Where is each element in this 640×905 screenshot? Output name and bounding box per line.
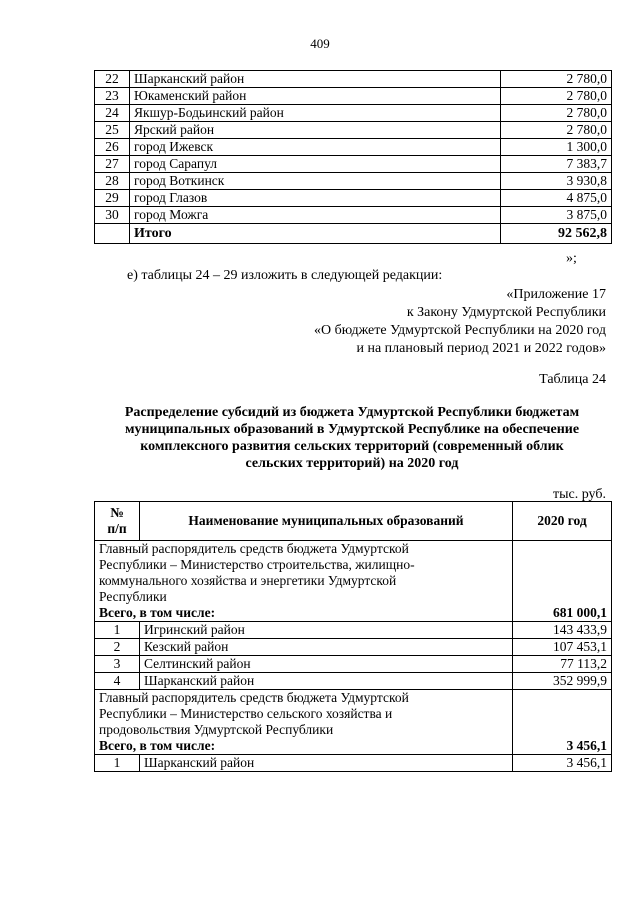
municipality-name: Шарканский район bbox=[140, 673, 513, 690]
col-header-year: 2020 год bbox=[513, 502, 612, 541]
subsidy-value: 77 113,2 bbox=[513, 656, 612, 673]
table-row bbox=[95, 755, 612, 772]
row-number: 26 bbox=[95, 139, 130, 156]
header-row bbox=[95, 502, 612, 541]
table-row bbox=[95, 71, 612, 88]
group-description: Главный распорядитель средств бюджета Удмуртской Республики – Министерство строительства, жилищно- коммунального хозяйства и энергетики Удмуртской Республики Всего, в том числе: bbox=[95, 541, 513, 622]
subsidy-value: 4 875,0 bbox=[501, 190, 612, 207]
group-total-label: Всего, в том числе: bbox=[99, 605, 216, 620]
municipality-name: город Глазов bbox=[130, 190, 501, 207]
table-label: Таблица 24 bbox=[539, 372, 606, 387]
row-number: 1 bbox=[95, 622, 140, 639]
group-total-value: 3 456,1 bbox=[513, 690, 612, 755]
municipality-name: Шарканский район bbox=[130, 71, 501, 88]
table-row bbox=[95, 156, 612, 173]
appendix-line: «О бюджете Удмуртской Республики на 2020 год bbox=[313, 323, 606, 338]
subsidy-table-continuation bbox=[94, 70, 612, 244]
row-number: 29 bbox=[95, 190, 130, 207]
subsidy-value: 3 875,0 bbox=[501, 207, 612, 224]
subsidy-value: 1 300,0 bbox=[501, 139, 612, 156]
subsidy-value: 2 780,0 bbox=[501, 71, 612, 88]
table-row bbox=[95, 139, 612, 156]
subsidy-value: 2 780,0 bbox=[501, 105, 612, 122]
table-row bbox=[95, 622, 612, 639]
group-header-row bbox=[95, 690, 612, 755]
municipality-name: Игринский район bbox=[140, 622, 513, 639]
heading-line: комплексного развития сельских территорий (современный облик bbox=[140, 439, 564, 454]
subsidy-value: 3 456,1 bbox=[513, 755, 612, 772]
appendix-line: «Приложение 17 bbox=[506, 287, 606, 302]
heading-line: муниципальных образований в Удмуртской Республике на обеспечение bbox=[124, 422, 580, 437]
table-heading bbox=[92, 404, 612, 472]
appendix-line: и на плановый период 2021 и 2022 годов» bbox=[356, 341, 606, 356]
total-label: Итого bbox=[130, 224, 501, 244]
municipality-name: город Воткинск bbox=[130, 173, 501, 190]
subsidy-value: 352 999,9 bbox=[513, 673, 612, 690]
row-number: 2 bbox=[95, 639, 140, 656]
municipality-name: Якшур-Бодьинский район bbox=[130, 105, 501, 122]
table-row bbox=[95, 207, 612, 224]
row-number: 4 bbox=[95, 673, 140, 690]
total-value: 92 562,8 bbox=[501, 224, 612, 244]
appendix-header bbox=[314, 286, 606, 358]
subsidy-value: 2 780,0 bbox=[501, 122, 612, 139]
row-number: 22 bbox=[95, 71, 130, 88]
group-header-row bbox=[95, 541, 612, 622]
municipality-name: Юкаменский район bbox=[130, 88, 501, 105]
col-header-name: Наименование муниципальных образований bbox=[140, 502, 513, 541]
col-header-number: № п/п bbox=[95, 502, 140, 541]
municipality-name: Шарканский район bbox=[140, 755, 513, 772]
amendment-instruction: е) таблицы 24 – 29 изложить в следующей редакции: bbox=[127, 268, 443, 283]
table-row bbox=[95, 190, 612, 207]
row-number: 3 bbox=[95, 656, 140, 673]
municipality-name: город Можга bbox=[130, 207, 501, 224]
group-total-value: 681 000,1 bbox=[513, 541, 612, 622]
subsidy-value: 3 930,8 bbox=[501, 173, 612, 190]
subsidy-value: 7 383,7 bbox=[501, 156, 612, 173]
subsidy-value: 107 453,1 bbox=[513, 639, 612, 656]
row-number: 25 bbox=[95, 122, 130, 139]
subsidy-value: 143 433,9 bbox=[513, 622, 612, 639]
municipality-name: город Сарапул bbox=[130, 156, 501, 173]
table-row bbox=[95, 639, 612, 656]
subsidy-value: 2 780,0 bbox=[501, 88, 612, 105]
row-number: 30 bbox=[95, 207, 130, 224]
total-row bbox=[95, 224, 612, 244]
heading-line: Распределение субсидий из бюджета Удмуртской Республики бюджетам bbox=[124, 405, 580, 420]
group-description: Главный распорядитель средств бюджета Удмуртской Республики – Министерство сельского хозяйства и продовольствия Удмуртской Республики Всего, в том числе: bbox=[95, 690, 513, 755]
municipality-name: Ярский район bbox=[130, 122, 501, 139]
row-number: 23 bbox=[95, 88, 130, 105]
row-number: 27 bbox=[95, 156, 130, 173]
table-row bbox=[95, 673, 612, 690]
units-label: тыс. руб. bbox=[553, 487, 606, 502]
appendix-line: к Закону Удмуртской Республики bbox=[406, 305, 606, 320]
page-number: 409 bbox=[310, 36, 330, 51]
table-row bbox=[95, 656, 612, 673]
row-number: 28 bbox=[95, 173, 130, 190]
table-row bbox=[95, 122, 612, 139]
row-number: 1 bbox=[95, 755, 140, 772]
municipality-name: Кезский район bbox=[140, 639, 513, 656]
table-row bbox=[95, 105, 612, 122]
table-row bbox=[95, 173, 612, 190]
table-row bbox=[95, 88, 612, 105]
group-total-label: Всего, в том числе: bbox=[99, 738, 216, 753]
heading-line: сельских территорий) на 2020 год bbox=[245, 456, 459, 471]
subsidy-distribution-table bbox=[94, 501, 612, 772]
municipality-name: Селтинский район bbox=[140, 656, 513, 673]
closing-quote: »; bbox=[566, 251, 577, 266]
row-number: 24 bbox=[95, 105, 130, 122]
municipality-name: город Ижевск bbox=[130, 139, 501, 156]
